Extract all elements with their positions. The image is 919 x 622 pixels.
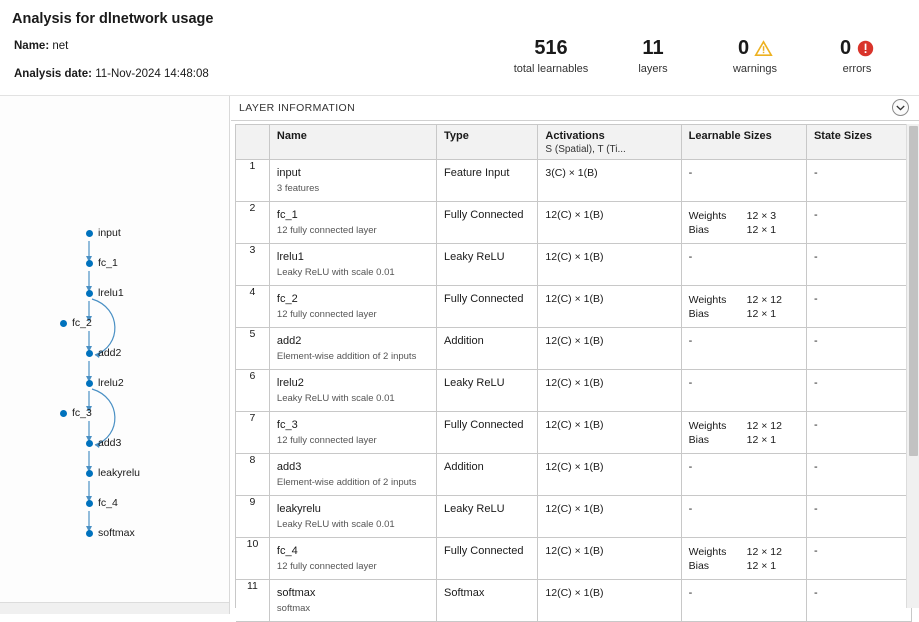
collapse-panel-button[interactable] (892, 99, 909, 116)
warnings-label: warnings (732, 63, 778, 75)
row-learnables-cell (681, 538, 806, 580)
layer-learnables-none: - (688, 251, 693, 263)
layer-name: fc_1 (276, 209, 298, 221)
node-dot-icon (86, 470, 93, 477)
layer-name: fc_4 (276, 545, 298, 557)
learnable-key: Weights (688, 294, 727, 306)
table-row[interactable] (236, 286, 912, 328)
layer-table-scroll-area[interactable] (235, 124, 913, 614)
row-learnables-cell (681, 412, 806, 454)
row-state-cell (806, 160, 911, 202)
graph-node-label: fc_4 (98, 497, 118, 509)
graph-horizontal-scrollbar[interactable] (0, 602, 229, 614)
layer-table (236, 125, 912, 622)
node-dot-icon (86, 290, 93, 297)
graph-node-label: fc_3 (72, 407, 92, 419)
graph-node-lrelu1[interactable] (86, 287, 124, 299)
layer-description: Element-wise addition of 2 inputs (276, 477, 417, 488)
row-activations-cell (538, 538, 681, 580)
layers-value: 11 (642, 37, 664, 59)
row-type-cell (436, 412, 537, 454)
row-name-cell (269, 160, 436, 202)
row-type-cell (436, 202, 537, 244)
layer-type: Softmax (443, 587, 485, 599)
learnable-entry (689, 307, 799, 321)
table-header-row (236, 125, 912, 160)
stat-total-learnables (500, 36, 602, 75)
graph-node-label: lrelu2 (98, 377, 124, 389)
layer-type: Fully Connected (443, 419, 524, 431)
learnable-key: Weights (688, 210, 727, 222)
row-name-cell (269, 244, 436, 286)
column-header-label: Activations (545, 130, 605, 142)
graph-node-add3[interactable] (86, 437, 121, 449)
layers-label: layers (638, 63, 668, 75)
layer-activations: 12(C) × 1(B) (545, 503, 604, 515)
row-activations-cell (538, 160, 681, 202)
layer-learnables-none: - (688, 167, 693, 179)
layer-activations: 12(C) × 1(B) (545, 293, 604, 305)
row-type-cell (436, 496, 537, 538)
learnable-value: 12 × 1 (746, 224, 777, 236)
layer-information-title: LAYER INFORMATION (239, 102, 356, 114)
table-row[interactable] (236, 370, 912, 412)
learnable-entry (689, 223, 799, 237)
row-name-cell (269, 286, 436, 328)
row-index: 9 (236, 496, 269, 538)
layer-description: 12 fully connected layer (276, 435, 377, 446)
layer-information-header (231, 96, 919, 121)
row-state-cell (806, 202, 911, 244)
node-dot-icon (86, 380, 93, 387)
row-type-cell (436, 454, 537, 496)
layer-name: add3 (276, 461, 302, 473)
learnable-entry (689, 209, 799, 223)
row-index: 11 (236, 580, 269, 622)
layer-name: fc_2 (276, 293, 298, 305)
row-name-cell (269, 328, 436, 370)
column-header-activations[interactable] (538, 125, 681, 160)
learnable-value: 12 × 12 (746, 546, 782, 558)
row-name-cell (269, 538, 436, 580)
row-type-cell (436, 286, 537, 328)
row-type-cell (436, 328, 537, 370)
learnable-key: Bias (688, 560, 710, 572)
layer-name: lrelu1 (276, 251, 304, 263)
learnable-key: Bias (688, 434, 710, 446)
summary-stats (500, 36, 910, 88)
layer-type: Fully Connected (443, 293, 524, 305)
learnable-key: Bias (688, 224, 710, 236)
layer-state: - (813, 209, 818, 221)
analysis-date-row (14, 68, 209, 80)
layer-table-vertical-scrollbar[interactable] (906, 124, 919, 608)
network-name-row (14, 40, 68, 52)
row-activations-cell (538, 328, 681, 370)
layer-activations: 3(C) × 1(B) (545, 167, 598, 179)
row-activations-cell (538, 202, 681, 244)
row-type-cell (436, 244, 537, 286)
layer-state: - (813, 293, 818, 305)
graph-node-label: fc_2 (72, 317, 92, 329)
warning-icon (755, 41, 772, 56)
total-learnables-label: total learnables (513, 63, 589, 75)
layer-activations: 12(C) × 1(B) (545, 377, 604, 389)
row-activations-cell (538, 580, 681, 622)
layer-state: - (813, 503, 818, 515)
column-header-label: Name (276, 130, 307, 142)
column-header-label: Type (443, 130, 469, 142)
node-dot-icon (86, 530, 93, 537)
layer-name: lrelu2 (276, 377, 304, 389)
errors-value: 0 (839, 37, 852, 59)
layer-learnables-none: - (688, 587, 693, 599)
graph-node-add2[interactable] (86, 347, 121, 359)
layer-type: Leaky ReLU (443, 251, 505, 263)
row-state-cell (806, 328, 911, 370)
graph-node-fc-2[interactable] (60, 317, 92, 329)
layer-learnables-none: - (688, 461, 693, 473)
column-header-learnable-sizes[interactable] (681, 125, 806, 160)
node-dot-icon (86, 350, 93, 357)
row-index: 6 (236, 370, 269, 412)
network-graph-panel[interactable] (0, 96, 230, 614)
row-learnables-cell (681, 286, 806, 328)
row-activations-cell (538, 412, 681, 454)
table-row[interactable] (236, 202, 912, 244)
layer-activations: 12(C) × 1(B) (545, 461, 604, 473)
layer-description: 3 features (276, 183, 320, 194)
row-name-cell (269, 580, 436, 622)
learnable-entry (689, 293, 799, 307)
network-graph[interactable] (0, 96, 229, 613)
column-header-sublabel: S (Spatial), T (Ti... (545, 144, 626, 155)
table-row[interactable] (236, 496, 912, 538)
node-dot-icon (86, 440, 93, 447)
layer-type: Addition (443, 461, 484, 473)
stat-warnings (704, 36, 806, 75)
layer-state: - (813, 419, 818, 431)
row-type-cell (436, 160, 537, 202)
layer-description: softmax (276, 603, 311, 614)
learnable-value: 12 × 1 (746, 560, 777, 572)
graph-node-softmax[interactable] (86, 527, 135, 539)
row-index: 2 (236, 202, 269, 244)
layer-activations: 12(C) × 1(B) (545, 587, 604, 599)
column-header-type[interactable] (436, 125, 537, 160)
layer-description: Leaky ReLU with scale 0.01 (276, 267, 395, 278)
node-dot-icon (86, 260, 93, 267)
learnable-value: 12 × 12 (746, 294, 782, 306)
layer-type: Addition (443, 335, 484, 347)
graph-node-label: lrelu1 (98, 287, 124, 299)
row-name-cell (269, 412, 436, 454)
learnable-key: Weights (688, 546, 727, 558)
layer-type: Leaky ReLU (443, 377, 505, 389)
row-state-cell (806, 496, 911, 538)
row-name-cell (269, 454, 436, 496)
layer-information-panel (231, 96, 919, 614)
graph-node-fc-1[interactable] (86, 257, 118, 269)
learnable-entry (689, 433, 799, 447)
learnable-entry (689, 419, 799, 433)
table-row[interactable] (236, 244, 912, 286)
row-name-cell (269, 370, 436, 412)
layer-description: Leaky ReLU with scale 0.01 (276, 519, 395, 530)
errors-label: errors (842, 63, 872, 75)
layer-name: fc_3 (276, 419, 298, 431)
row-activations-cell (538, 496, 681, 538)
row-index: 4 (236, 286, 269, 328)
row-learnables-cell (681, 370, 806, 412)
analysis-header (0, 0, 919, 96)
stat-errors (806, 36, 908, 75)
layer-description: Leaky ReLU with scale 0.01 (276, 393, 395, 404)
node-dot-icon (86, 500, 93, 507)
column-header-label: State Sizes (813, 130, 873, 142)
analysis-date-label: Analysis date: (14, 68, 92, 80)
learnable-value: 12 × 1 (746, 308, 777, 320)
graph-node-label: fc_1 (98, 257, 118, 269)
page-title: Analysis for dlnetwork usage (12, 11, 214, 27)
table-row[interactable] (236, 160, 912, 202)
row-state-cell (806, 538, 911, 580)
table-row[interactable] (236, 454, 912, 496)
graph-node-fc-3[interactable] (60, 407, 92, 419)
layer-type: Leaky ReLU (443, 503, 505, 515)
row-state-cell (806, 244, 911, 286)
table-row[interactable] (236, 328, 912, 370)
learnable-key: Weights (688, 420, 727, 432)
row-learnables-cell (681, 160, 806, 202)
layer-type: Feature Input (443, 167, 510, 179)
layer-activations: 12(C) × 1(B) (545, 419, 604, 431)
chevron-down-icon (896, 105, 905, 111)
layer-type: Fully Connected (443, 209, 524, 221)
row-learnables-cell (681, 328, 806, 370)
node-dot-icon (60, 410, 67, 417)
column-header-state-sizes[interactable] (806, 125, 911, 160)
layer-state: - (813, 461, 818, 473)
row-state-cell (806, 286, 911, 328)
graph-node-lrelu2[interactable] (86, 377, 124, 389)
row-index: 3 (236, 244, 269, 286)
learnable-entry (689, 559, 799, 573)
layer-state: - (813, 251, 818, 263)
layer-activations: 12(C) × 1(B) (545, 209, 604, 221)
row-activations-cell (538, 244, 681, 286)
column-header-name[interactable] (269, 125, 436, 160)
layer-activations: 12(C) × 1(B) (545, 335, 604, 347)
row-learnables-cell (681, 454, 806, 496)
row-index: 8 (236, 454, 269, 496)
graph-node-fc-4[interactable] (86, 497, 118, 509)
layer-type: Fully Connected (443, 545, 524, 557)
error-icon (857, 40, 874, 57)
row-learnables-cell (681, 244, 806, 286)
layer-description: 12 fully connected layer (276, 309, 377, 320)
layer-learnables-none: - (688, 335, 693, 347)
layer-description: 12 fully connected layer (276, 561, 377, 572)
layer-state: - (813, 335, 818, 347)
layer-name: add2 (276, 335, 302, 347)
learnable-value: 12 × 3 (746, 210, 777, 222)
column-header-label: Learnable Sizes (688, 130, 772, 142)
graph-node-label: input (98, 227, 121, 239)
row-learnables-cell (681, 202, 806, 244)
table-row[interactable] (236, 538, 912, 580)
learnable-value: 12 × 12 (746, 420, 782, 432)
row-index: 5 (236, 328, 269, 370)
learnable-key: Bias (688, 308, 710, 320)
layer-description: 12 fully connected layer (276, 225, 377, 236)
layer-state: - (813, 545, 818, 557)
learnable-value: 12 × 1 (746, 434, 777, 446)
network-name-value: net (52, 40, 69, 52)
row-type-cell (436, 538, 537, 580)
row-learnables-cell (681, 580, 806, 622)
layer-state: - (813, 167, 818, 179)
graph-node-leakyrelu[interactable] (86, 467, 140, 479)
row-state-cell (806, 412, 911, 454)
row-state-cell (806, 454, 911, 496)
row-activations-cell (538, 454, 681, 496)
node-dot-icon (86, 230, 93, 237)
column-header-index[interactable] (236, 125, 269, 160)
layer-name: leakyrelu (276, 503, 321, 515)
learnable-entry (689, 545, 799, 559)
graph-node-label: leakyrelu (98, 467, 141, 479)
total-learnables-value: 516 (534, 37, 568, 59)
row-state-cell (806, 370, 911, 412)
layer-name: input (276, 167, 301, 179)
layer-learnables-none: - (688, 377, 693, 389)
row-index: 10 (236, 538, 269, 580)
layer-activations: 12(C) × 1(B) (545, 251, 604, 263)
table-row[interactable] (236, 412, 912, 454)
graph-node-input[interactable] (86, 227, 121, 239)
analysis-date-value: 11-Nov-2024 14:48:08 (95, 68, 209, 80)
row-learnables-cell (681, 496, 806, 538)
layer-name: softmax (276, 587, 316, 599)
layer-learnables-none: - (688, 503, 693, 515)
row-type-cell (436, 370, 537, 412)
graph-node-label: add2 (98, 347, 122, 359)
layer-state: - (813, 587, 818, 599)
row-activations-cell (538, 286, 681, 328)
graph-node-label: softmax (98, 527, 135, 539)
node-dot-icon (60, 320, 67, 327)
scrollbar-thumb[interactable] (909, 126, 918, 456)
graph-node-label: add3 (98, 437, 122, 449)
row-index: 7 (236, 412, 269, 454)
row-activations-cell (538, 370, 681, 412)
layer-state: - (813, 377, 818, 389)
row-index: 1 (236, 160, 269, 202)
stat-layers (602, 36, 704, 75)
row-state-cell (806, 580, 911, 622)
row-type-cell (436, 580, 537, 622)
layer-activations: 12(C) × 1(B) (545, 545, 604, 557)
warnings-value: 0 (737, 37, 750, 59)
row-name-cell (269, 202, 436, 244)
row-name-cell (269, 496, 436, 538)
layer-description: Element-wise addition of 2 inputs (276, 351, 417, 362)
network-name-label: Name: (14, 40, 50, 52)
table-row[interactable] (236, 580, 912, 622)
